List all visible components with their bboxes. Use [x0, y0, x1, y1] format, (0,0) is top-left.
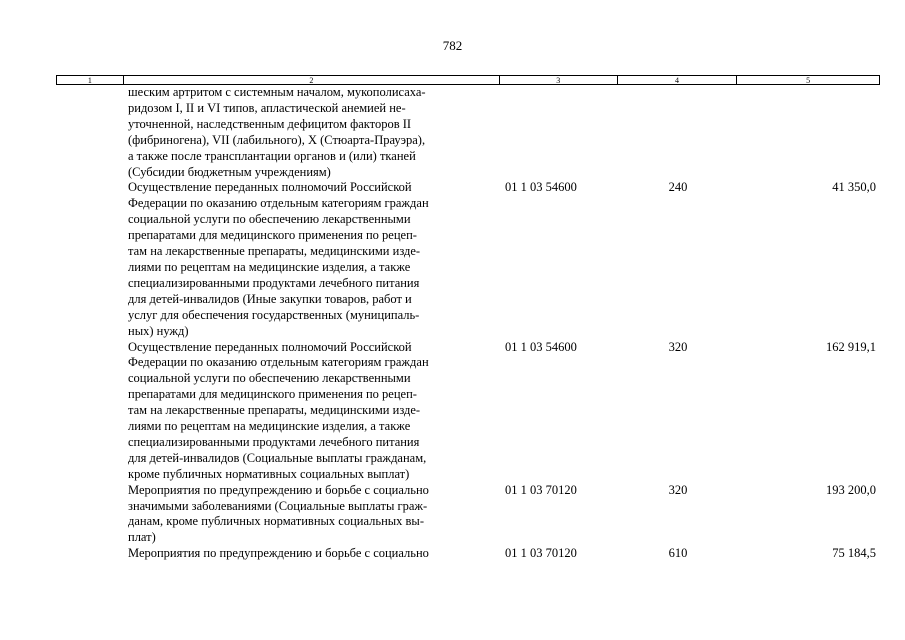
- column-number-2: 2: [124, 76, 500, 84]
- row-amount: [738, 85, 880, 180]
- row-amount: 41 350,0: [832, 180, 876, 195]
- row-description: Мероприятия по предупреждению и борьбе с социально: [128, 546, 429, 561]
- row-code: 01 1 03 70120: [505, 546, 577, 561]
- page-number: 782: [442, 38, 463, 53]
- row-blank-cell: [56, 340, 123, 483]
- row-amount: 162 919,1: [826, 339, 876, 354]
- table-row: [56, 85, 880, 180]
- column-number-4: 4: [618, 76, 738, 84]
- row-type: 320: [668, 339, 688, 354]
- table-row: [56, 340, 880, 483]
- row-description: Мероприятия по предупреждению и борьбе с социально значимыми заболеваниями (Социальные выплаты граж- данам, кроме публичных нормативных социальных вы- плат): [128, 482, 429, 545]
- row-code: 01 1 03 54600: [505, 339, 577, 354]
- row-description: шеским артритом с системным началом, мукополисаха- ридозом I, II и VI типов, апластической анемией не- уточненной, наследственным дефицитом факторов II (фибриногена), VII (лабильного), X (Стюарта-Прауэра), а также после трансплантации органов и (или) тканей (Субсидии бюджетным учреждениям): [128, 85, 426, 179]
- row-blank-cell: [56, 85, 123, 180]
- table-row: [56, 180, 880, 339]
- table-row: [56, 483, 880, 547]
- row-amount: 193 200,0: [826, 482, 876, 497]
- table-row: [56, 546, 880, 562]
- column-number-1: 1: [57, 76, 124, 84]
- row-blank-cell: [56, 546, 123, 562]
- row-code: 01 1 03 70120: [505, 482, 577, 497]
- column-number-header: [56, 75, 880, 85]
- row-description: Осуществление переданных полномочий Российской Федерации по оказанию отдельным категориям граждан социальной услуги по обеспечению лекарственными препаратами для медицинского применения по рецеп- там на лекарственные препараты, медицинскими изде- лиями по рецептам на медицинские изделия, а также специализированными продуктами лечебного питания для детей-инвалидов (Иные закупки товаров, работ и услуг для обеспечения государственных (муниципаль- ных) нужд): [128, 180, 429, 338]
- row-amount: 75 184,5: [832, 546, 876, 561]
- row-code: 01 1 03 54600: [505, 180, 577, 195]
- row-description: Осуществление переданных полномочий Российской Федерации по оказанию отдельным категориям граждан социальной услуги по обеспечению лекарственными препаратами для медицинского применения по рецеп- там на лекарственные препараты, медицинскими изде- лиями по рецептам на медицинские изделия, а также специализированными продуктами лечебного питания для детей-инвалидов (Социальные выплаты гражданам, кроме публичных нормативных социальных выплат): [128, 339, 429, 481]
- row-blank-cell: [56, 483, 123, 547]
- column-number-5: 5: [806, 76, 811, 85]
- row-type: 320: [668, 482, 688, 497]
- column-number-3: 3: [500, 76, 618, 84]
- budget-table: [56, 75, 880, 562]
- row-type: 240: [668, 180, 688, 195]
- row-type: 610: [668, 546, 688, 561]
- row-type: [618, 85, 738, 180]
- row-code: [500, 85, 618, 180]
- row-blank-cell: [56, 180, 123, 339]
